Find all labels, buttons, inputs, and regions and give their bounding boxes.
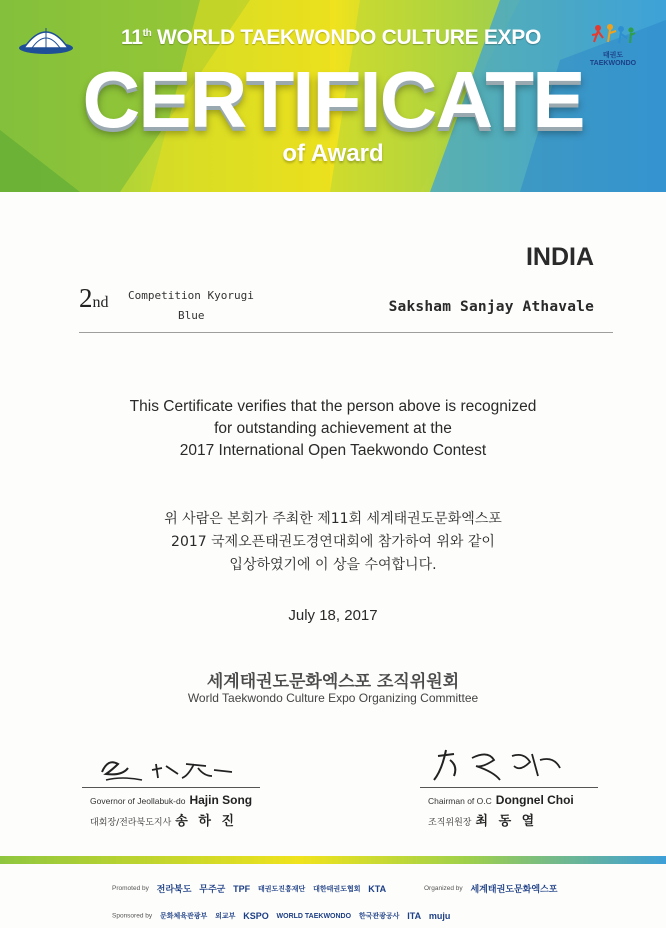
sponsored-by-label: Sponsored by xyxy=(112,912,153,920)
taekwondo-figures-logo-icon xyxy=(590,22,636,52)
sponsor-logo: KTA xyxy=(368,883,387,894)
organizer-logo: 세계태권도문화엑스포 xyxy=(470,884,558,894)
body-en-line: for outstanding achievement at the xyxy=(214,420,452,437)
body-kr-line: 입상하였기에 이 상을 수여합니다. xyxy=(229,557,437,573)
certificate-heading: CERTIFICATE xyxy=(82,55,584,144)
body-en-line: This Certificate verifies that the person above is recognized xyxy=(129,398,537,415)
body-en-line: 2017 International Open Taekwondo Contest xyxy=(179,442,487,459)
of-award-subheading: of Award xyxy=(282,140,384,167)
signatory-title-korean: 대회장/전라북도지사 송 하 진 xyxy=(90,814,238,829)
sponsor-logo: 전라북도 xyxy=(156,884,192,894)
rank-placement: 2nd xyxy=(79,283,109,313)
sponsor-logo: 외교부 xyxy=(215,913,236,920)
promoted-by-label: Promoted by xyxy=(112,885,149,893)
sponsored-by-row xyxy=(112,911,450,921)
divider-line xyxy=(79,332,613,333)
signatory-title-korean: 조직위원장 최 동 열 xyxy=(428,814,538,829)
recipient-name: Saksham Sanjay Athavale xyxy=(388,299,594,315)
taekwondo-logo-label: 태권도 TAEKWONDO xyxy=(589,52,637,67)
award-date: July 18, 2017 xyxy=(288,607,378,624)
signatory-title: Governor of Jeollabuk-do Hajin Song xyxy=(90,793,253,807)
event-line-2: Blue xyxy=(178,309,205,322)
event-category xyxy=(128,286,254,326)
sponsor-logo: WORLD TAEKWONDO xyxy=(276,912,352,920)
promoted-by-row xyxy=(112,882,386,895)
body-kr-line: 2017 국제오픈태권도경연대회에 참가하여 위와 같이 xyxy=(171,534,495,550)
signatory-title: Chairman of O.C Dongnel Choi xyxy=(428,793,574,807)
organizer-name-korean: 세계태권도문화엑스포 조직위원회 xyxy=(206,672,460,692)
footer-color-band xyxy=(0,856,666,864)
sponsor-logo: 대한태권도협회 xyxy=(313,885,361,893)
sponsor-logo: 태권도진흥재단 xyxy=(257,885,306,893)
signature-line xyxy=(420,787,598,788)
country-name: INDIA xyxy=(525,243,594,271)
sponsor-logo: 무주군 xyxy=(199,884,226,894)
sponsor-logo: ITA xyxy=(407,911,422,921)
expo-title: 11th WORLD TAEKWONDO CULTURE EXPO xyxy=(121,26,541,49)
organized-by-label: Organized by xyxy=(424,885,463,893)
handwritten-signature-icon xyxy=(420,746,598,786)
organized-by-row xyxy=(424,882,557,895)
signature-line xyxy=(82,787,260,788)
sponsor-logo: TPF xyxy=(233,883,251,894)
event-line-1: Competition Kyorugi xyxy=(128,289,254,302)
handwritten-signature-icon xyxy=(82,750,260,786)
body-text-english xyxy=(60,396,606,462)
body-kr-line: 위 사람은 본회가 주최한 제11회 세계태권도문화엑스포 xyxy=(164,511,502,527)
sponsor-footer xyxy=(0,866,666,928)
sponsor-logo: 한국관광공사 xyxy=(358,913,400,920)
sponsor-logo: KSPO xyxy=(243,911,269,921)
sponsor-logo: 문화체육관광부 xyxy=(159,913,208,920)
sponsor-logo: muju xyxy=(428,911,451,921)
body-text-korean xyxy=(60,508,606,577)
organizer-name-english: World Taekwondo Culture Expo Organizing Committee xyxy=(187,691,479,705)
